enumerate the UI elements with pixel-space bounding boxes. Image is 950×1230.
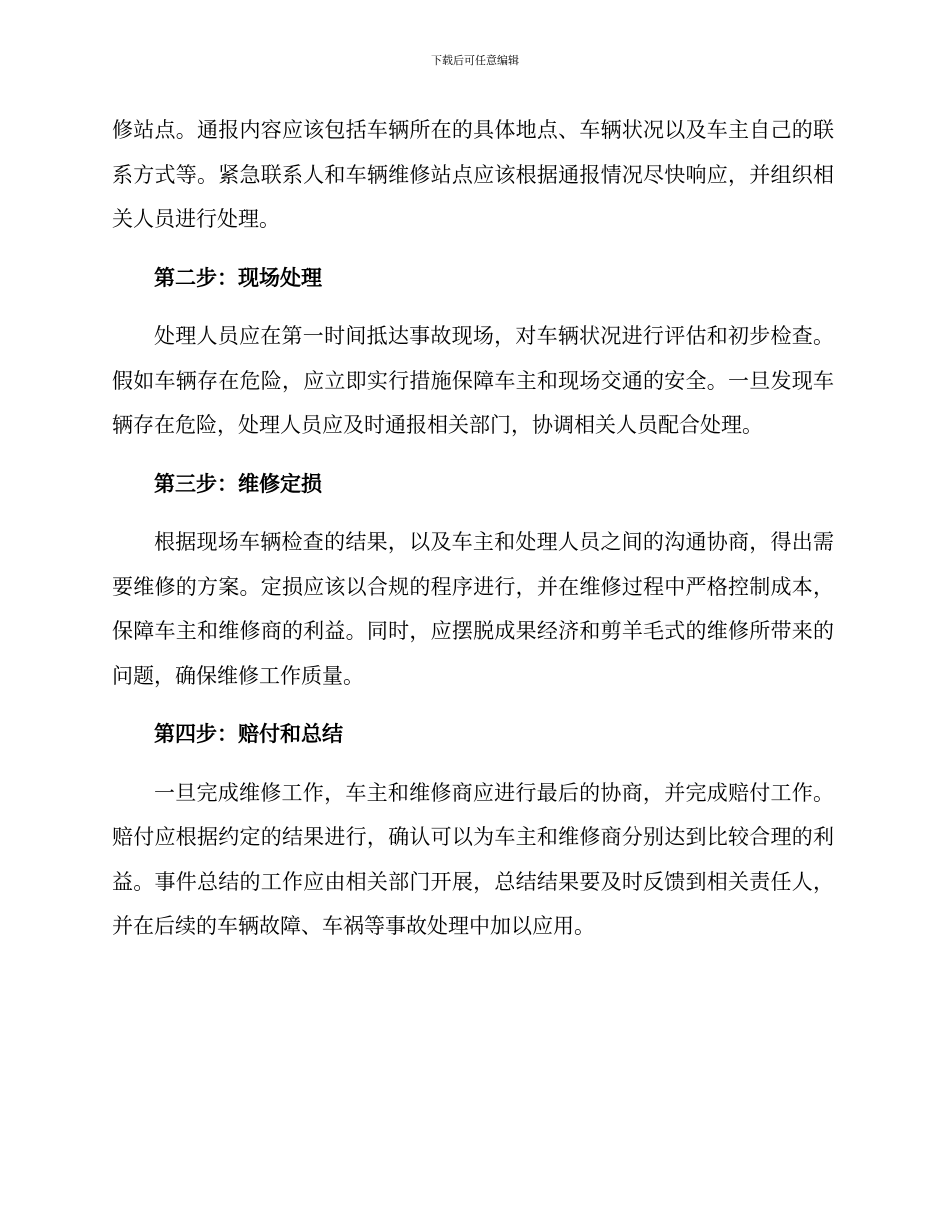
intro-paragraph: 修站点。通报内容应该包括车辆所在的具体地点、车辆状况以及车主自己的联系方式等。紧急联系人和车辆维修站点应该根据通报情况尽快响应，并组织相关人员进行处理。 (112, 118, 834, 231)
step3-paragraph: 根据现场车辆检查的结果，以及车主和处理人员之间的沟通协商，得出需要维修的方案。定损应该以合规的程序进行，并在维修过程中严格控制成本，保障车主和维修商的利益。同时，应摆脱成果经济和剪羊毛式的维修所带来的问题，确保维修工作质量。 (112, 530, 834, 688)
step4-paragraph: 一旦完成维修工作，车主和维修商应进行最后的协商，并完成赔付工作。赔付应根据约定的结果进行，确认可以为车主和维修商分别达到比较合理的利益。事件总结的工作应由相关部门开展，总结结果要及时反馈到相关责任人，并在后续的车辆故障、车祸等事故处理中加以应用。 (112, 780, 834, 938)
step2-heading: 第二步：现场处理 (154, 265, 322, 290)
step2-paragraph: 处理人员应在第一时间抵达事故现场，对车辆状况进行评估和初步检查。假如车辆存在危险，应立即实行措施保障车主和现场交通的安全。一旦发现车辆存在危险，处理人员应及时通报相关部门，协调相关人员配合处理。 (112, 324, 834, 437)
step3-heading: 第三步：维修定损 (154, 471, 322, 496)
page-header: 下载后可任意编辑 (431, 54, 519, 67)
step4-heading: 第四步：赔付和总结 (154, 722, 343, 746)
document-body (112, 108, 834, 963)
